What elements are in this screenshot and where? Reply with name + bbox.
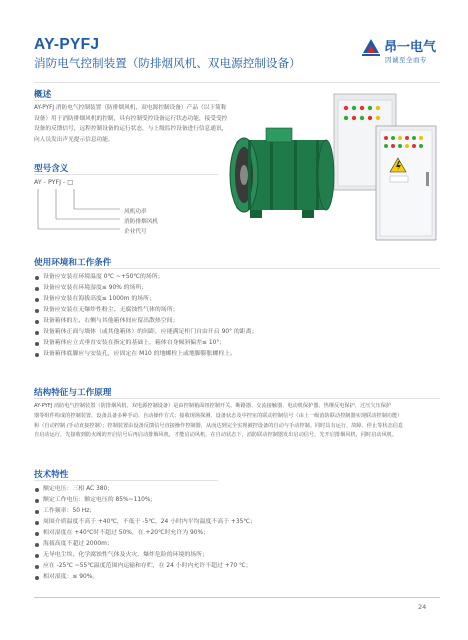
environment-list <box>34 272 257 360</box>
list-item: 设备箱体应立式垂直安装在指定的基础上，箱体自身倾斜偏差≤ 10°； <box>34 338 257 349</box>
code-label-company: 企业代号 <box>124 229 147 235</box>
technical-divider <box>34 480 218 481</box>
list-item: 工作频率：50 Hz； <box>34 506 256 517</box>
list-item: 无导电尘埃、化学腐蚀性气体及火灾、爆炸危险的环境的场所； <box>34 550 256 561</box>
overview-line: 设备的反馈信号，远程控制设备的运行状态，与上级监控设备进行信息通讯， <box>34 126 228 132</box>
environment-title: 使用环境和工作条件 <box>34 258 112 268</box>
technical-list <box>34 484 256 583</box>
overview-line: 设备）用于消防排烟风机的控制，具有控制受控设备运行状态功能，接受受控 <box>34 115 228 122</box>
list-item: 相对湿度：≤ 90%。 <box>34 572 256 583</box>
logo-mark-icon <box>360 36 382 58</box>
structure-text <box>34 402 403 441</box>
model-meaning-title: 型号含义 <box>34 164 69 174</box>
model-code: AY - PYFJ - □ <box>34 179 74 186</box>
overview-title: 概述 <box>34 90 52 100</box>
structure-title: 结构特征与工作原理 <box>34 388 112 398</box>
list-item: 相对湿度在 +40℃时不超过 50%，在 +20℃时允许为 90%； <box>34 528 256 539</box>
footer-divider <box>34 597 440 598</box>
list-item: 设备应安装在海拔高度≤ 1000m 的场所； <box>34 294 257 305</box>
model-number: AY-PYFJ <box>34 36 100 53</box>
model-code-diagram <box>34 187 194 233</box>
overview-line: 向人员发出声光提示信息功能。 <box>34 136 114 143</box>
structure-divider <box>34 398 440 399</box>
list-item: 设备箱体正面与墙体（或其他箱体）的间距，应能满足柜门自由开启 90° 的距离； <box>34 327 257 338</box>
structure-line: 和（自动控制 /手动直接控制）；控制装置由设备反馈信号直接操作控制器，从而达到完全实现被控设备的自动与手动控制。同时具有运行、故障、停止等状态信息 <box>34 422 404 429</box>
overview-text <box>34 103 227 145</box>
structure-line: AY-PYFJ 消防电气控制装置（防排烟风机、双电源控制设备）是由控制箱面钮控制开关、断路器、交流接触器、电动机保护器、热继反电保护、过压欠压保护 <box>34 403 392 409</box>
overview-line: AY-PYFJ 消防电气控制装置（防排烟风机、双电源控制设备）产品（以下简称 <box>34 105 227 111</box>
company-logo <box>360 36 440 76</box>
page-subtitle: 消防电气控制装置（防排烟风机、双电源控制设备） <box>34 56 301 70</box>
environment-divider <box>34 268 440 269</box>
structure-line: 自启动运行，先接收到防火阀的开启信号后再启动排烟风机，才能启动风机，在自动状态下，消防联动控制器发出启动信号，先开启排烟风机，同时启动风机。 <box>34 432 398 439</box>
list-item: 设备箱体的左、右侧与其他箱体间应留出散热空间； <box>34 316 257 327</box>
list-item: 周围介质温度不高于 +40℃，不低于 -5℃，24 小时内平均温度不高于 +35℃； <box>34 517 256 528</box>
code-label-power: 风机功率 <box>124 209 147 215</box>
list-item: 海拔高度不超过 2000m； <box>34 539 256 550</box>
list-item: 设备应安装在无爆炸性粉尘、无腐蚀性气体的场所； <box>34 305 257 316</box>
product-photo <box>226 92 440 245</box>
list-item: 设备箱体底脚应与安装孔，应固定在 M10 的地螺栓上或地脚膨胀螺栓上。 <box>34 349 257 360</box>
code-label-fan: 消防排烟风机 <box>124 219 159 225</box>
page-number: 24 <box>418 603 427 611</box>
list-item: 设备应安装在环境温度 0℃ ~+50℃的场所； <box>34 272 257 283</box>
logo-slogan: 因诚至全而专 <box>385 56 427 64</box>
structure-line: 器等组件构成的控制装置，设备具备多种手动、自动操作方式；接收现场探测、设备状态及中控室的联动控制信号（由上一级消防联动控制器实现联动控制功能） <box>34 412 403 419</box>
overview-divider <box>34 100 218 101</box>
model-meaning-divider <box>34 174 218 175</box>
header-divider <box>34 82 440 83</box>
technical-title: 技术特性 <box>34 470 69 480</box>
list-item: 设备应安装在环境湿度≤ 90% 的场所； <box>34 283 257 294</box>
list-item: 额定工作电压：额定电压的 85%~110%； <box>34 495 256 506</box>
list-item: 额定电压：三相 AC 380； <box>34 484 256 495</box>
list-item: 应在 -25℃ ~55℃温度范围内运输和存贮，在 24 小时内允许不超过 +70 ℃； <box>34 561 256 572</box>
logo-name: 昂一电气 <box>384 40 437 55</box>
